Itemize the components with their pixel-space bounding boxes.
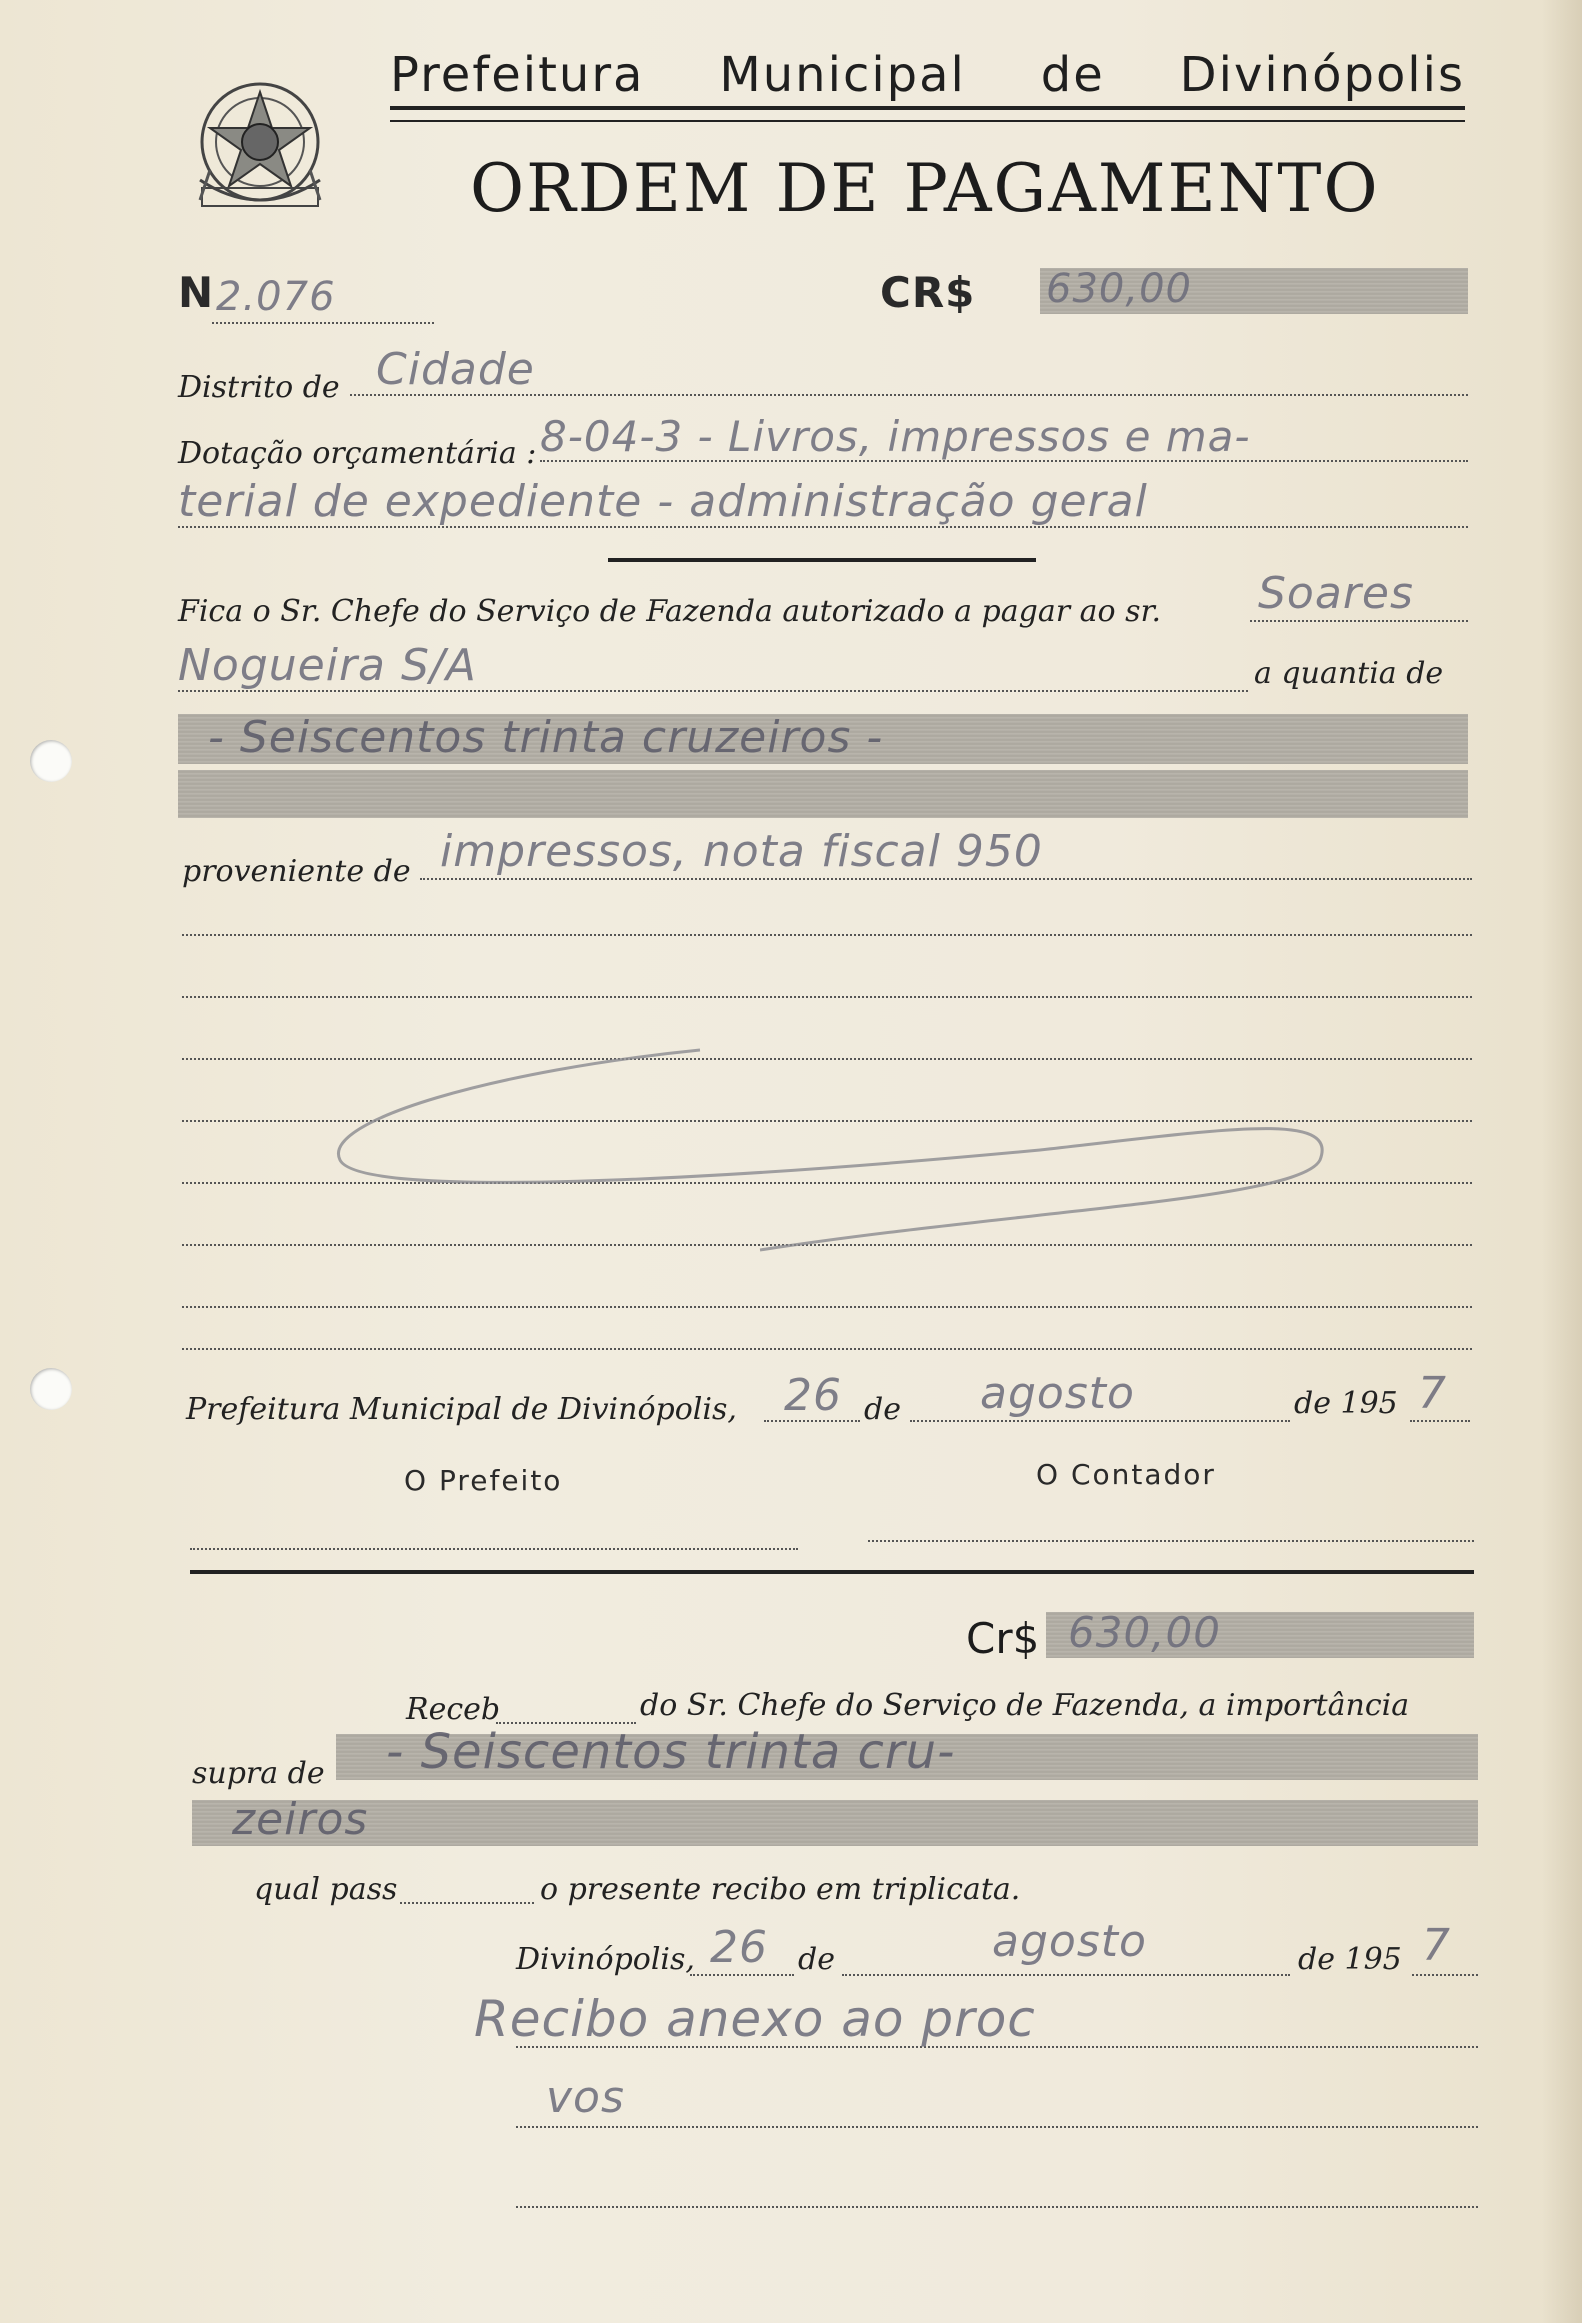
receipt-note-1: Recibo anexo ao proc — [474, 1990, 1036, 2048]
payee-field-1 — [1250, 568, 1468, 622]
dotacao-field-2 — [178, 476, 1468, 528]
receipt-month-field — [842, 1916, 1290, 1976]
receipt-de-2: de 195 — [1298, 1942, 1402, 1977]
qual-label: qual pass — [254, 1872, 398, 1907]
proveniente-field — [420, 826, 1472, 880]
blank-line — [182, 1272, 1472, 1308]
dotacao-value-1: 8-04-3 - Livros, impressos e ma- — [540, 412, 1251, 461]
receipt-day-field — [690, 1922, 794, 1976]
header-word-3: de — [1040, 47, 1105, 103]
blank-line — [182, 900, 1472, 936]
header-word-4: Divinópolis — [1179, 47, 1465, 103]
date-de-1: de — [864, 1392, 901, 1427]
receb-field — [496, 1688, 636, 1724]
date-year-field — [1410, 1368, 1470, 1422]
blank-line — [182, 1314, 1472, 1350]
dotacao-value-2: terial de expediente - administração geral — [178, 476, 1148, 527]
header-word-1: Prefeitura — [390, 47, 645, 103]
municipality-header — [390, 48, 1465, 110]
order-number-field — [212, 274, 434, 324]
order-amount: 630,00 — [1046, 266, 1192, 312]
receipt-note-2: vos — [546, 2072, 625, 2123]
date-day-field — [764, 1370, 860, 1422]
dotacao-field-1 — [540, 412, 1468, 462]
receipt-year-digit: 7 — [1422, 1920, 1451, 1971]
receipt-month: agosto — [992, 1916, 1147, 1967]
presente-label: o presente recibo em triplicata. — [540, 1872, 1021, 1907]
proveniente-label: proveniente de — [182, 854, 411, 889]
receipt-note-line-2 — [516, 2072, 1478, 2128]
signature-line-contador — [868, 1506, 1474, 1542]
coat-of-arms-seal-icon — [180, 70, 340, 230]
date-day: 26 — [784, 1370, 842, 1421]
amount-words-field-2 — [178, 770, 1468, 818]
receipt-year-field — [1412, 1920, 1478, 1976]
punch-hole-top — [30, 740, 72, 782]
amount-words-field-1 — [178, 714, 1468, 764]
receb-label: Receb — [406, 1692, 501, 1727]
signer-prefeito: O Prefeito — [404, 1464, 563, 1497]
receipt-words-field-1 — [336, 1724, 1478, 1780]
date-month: agosto — [980, 1368, 1135, 1419]
payee-field-2 — [178, 640, 1248, 692]
section-divider-full — [190, 1570, 1474, 1574]
punch-hole-bottom — [30, 1368, 72, 1410]
quantia-label: a quantia de — [1254, 656, 1444, 691]
payee-value-1: Soares — [1258, 568, 1414, 619]
receipt-note-line-1 — [474, 1990, 1478, 2048]
blank-line — [182, 962, 1472, 998]
date-month-field — [910, 1368, 1290, 1422]
payee-value-2: Nogueira S/A — [178, 640, 477, 691]
proveniente-value: impressos, nota fiscal 950 — [440, 826, 1043, 877]
receipt-amount: 630,00 — [1068, 1608, 1221, 1657]
dotacao-label: Dotação orçamentária : — [178, 436, 537, 471]
header-underline — [390, 120, 1465, 122]
signer-contador: O Contador — [1036, 1458, 1216, 1491]
date-prefix: Prefeitura Municipal de Divinópolis, — [186, 1392, 737, 1427]
date-de-2: de 195 — [1294, 1386, 1398, 1421]
receipt-words-field-2 — [192, 1794, 1478, 1846]
order-number: 2.076 — [216, 274, 336, 320]
document-title: ORDEM DE PAGAMENTO — [470, 150, 1380, 227]
paper-edge-shadow — [1542, 0, 1582, 2323]
receipt-city: Divinópolis, — [516, 1942, 695, 1977]
receipt-amount-words-2: zeiros — [232, 1794, 369, 1845]
receipt-amount-words-1: - Seiscentos trinta cru- — [386, 1724, 956, 1780]
number-prefix: N — [178, 268, 214, 317]
pencil-cancel-mark-icon — [320, 1010, 1360, 1270]
qual-field — [400, 1868, 534, 1904]
signature-line-prefeito — [190, 1514, 798, 1550]
amount-field — [1040, 268, 1468, 314]
distrito-field — [350, 344, 1468, 396]
header-word-2: Municipal — [719, 47, 966, 103]
receipt-note-line-3 — [516, 2170, 1478, 2208]
section-divider-short — [608, 558, 1036, 562]
distrito-label: Distrito de — [178, 370, 340, 405]
receipt-currency-label: Cr$ — [966, 1614, 1040, 1663]
fica-label: Fica o Sr. Chefe do Serviço de Fazenda autorizado a pagar ao sr. — [178, 594, 1162, 629]
currency-label: CR$ — [880, 268, 976, 317]
amount-words: - Seiscentos trinta cruzeiros - — [208, 712, 884, 763]
supra-label: supra de — [192, 1756, 325, 1791]
receipt-amount-field — [1046, 1608, 1474, 1658]
date-year-digit: 7 — [1418, 1368, 1447, 1419]
receipt-de-1: de — [798, 1942, 835, 1977]
do-label: do Sr. Chefe do Serviço de Fazenda, a importância — [640, 1688, 1410, 1723]
receipt-day: 26 — [710, 1922, 768, 1973]
distrito-value: Cidade — [376, 344, 535, 395]
